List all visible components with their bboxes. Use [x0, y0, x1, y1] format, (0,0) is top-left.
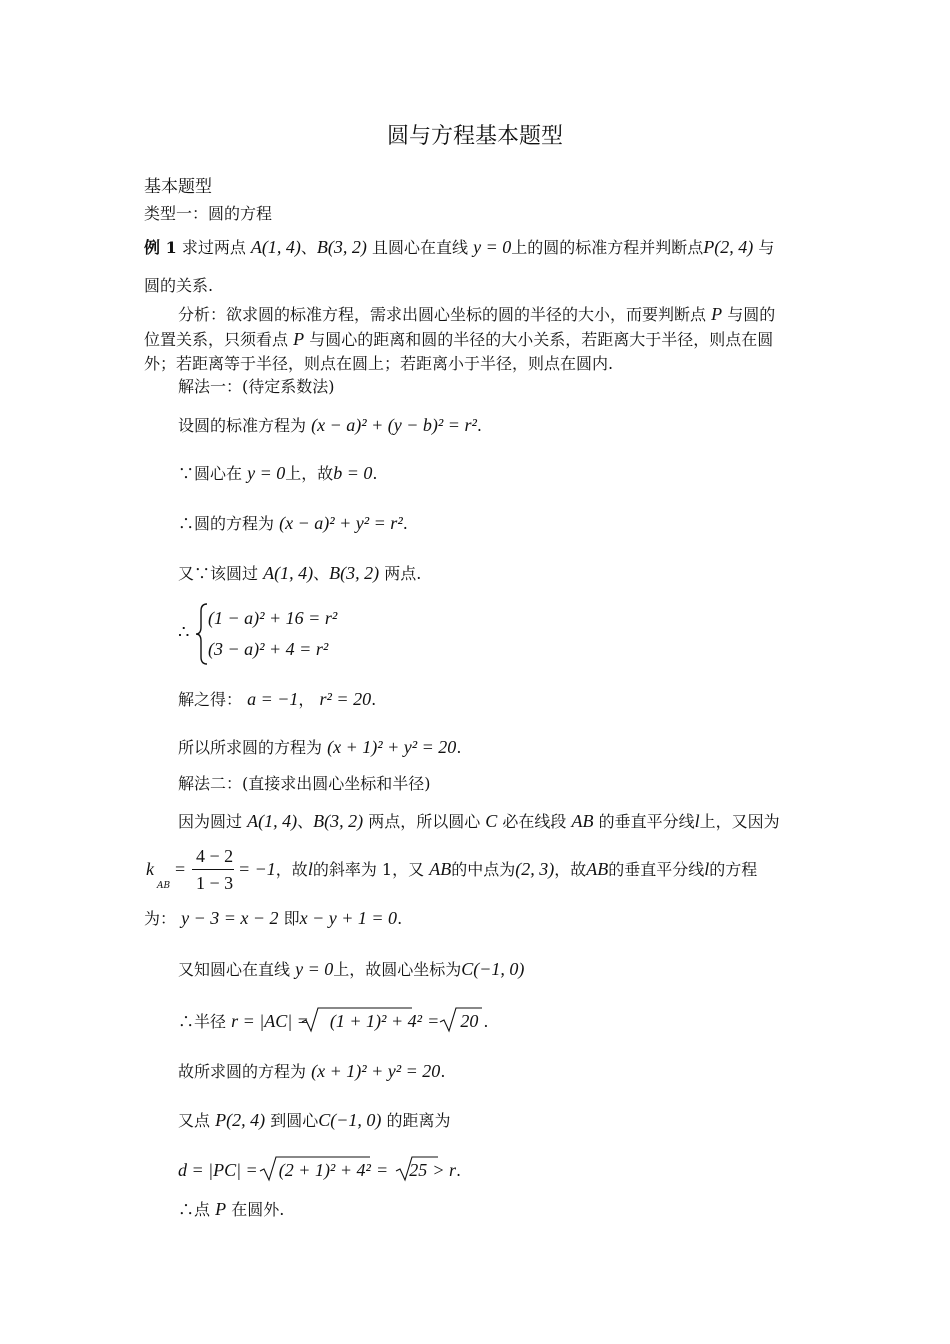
slope-subscript: AB: [157, 881, 171, 891]
system-equation-1: (1 − a)² + 16 = r²: [208, 608, 338, 628]
analysis-line-1: 分析：欲求圆的标准方程，需求出圆心坐标的圆的半径的大小，而要判断点 P 与圆的: [178, 304, 776, 324]
method-2-line-4: 又知圆心在直线 y = 0上，故圆心坐标为C(−1, 0): [178, 959, 525, 979]
radicand-1: (1 + 1)² + 4²: [329, 1011, 422, 1031]
radical-signs-2: [258, 1155, 458, 1183]
method-1-title: 解法一：(待定系数法): [178, 377, 335, 396]
fraction-bar: [192, 869, 234, 870]
page-title: 圆与方程基本题型: [387, 124, 564, 149]
example-label: 例 1: [144, 238, 177, 257]
fraction-denominator: 1 − 3: [196, 873, 234, 893]
method-1-step-2: ∵圆心在 y = 0上，故b = 0.: [178, 463, 378, 483]
method-2-line-7: 又点 P(2, 4) 到圆心C(−1, 0) 的距离为: [178, 1110, 451, 1130]
method-1-step-3: ∴圆的方程为 (x − a)² + y² = r².: [178, 513, 408, 533]
method-2-title: 解法二：(直接求出圆心坐标和半径): [178, 774, 431, 793]
system-equation-2: (3 − a)² + 4 = r²: [208, 639, 329, 659]
method-1-step-6: 所以所求圆的方程为 (x + 1)² + y² = 20.: [178, 737, 462, 757]
method-1-step-5: 解之得： a = −1， r² = 20.: [178, 689, 377, 709]
method-2-conclusion: ∴点 P 在圆外.: [178, 1199, 285, 1219]
method-2-line-6: 故所求圆的方程为 (x + 1)² + y² = 20.: [178, 1061, 446, 1081]
type-heading: 类型一：圆的方程: [144, 204, 273, 223]
fraction-numerator: 4 − 2: [196, 846, 234, 866]
example-1-line-1: 例 1 求过两点 A(1, 4)、B(3, 2) 且圆心在直线 y = 0上的圆的标准方程并判断点P(2, 4) 与: [144, 237, 775, 257]
method-1-step-1: 设圆的标准方程为 (x − a)² + (y − b)² = r².: [178, 415, 482, 435]
slope-symbol: k: [146, 859, 154, 879]
system-therefore: ∴: [178, 622, 190, 643]
radicand-2: 20: [460, 1011, 479, 1031]
analysis-line-3: 外；若距离等于半径，则点在圆上；若距离小于半径，则点在圆内.: [144, 354, 614, 373]
equals-sign: =: [175, 859, 186, 879]
radicand-3: (2 + 1)² + 4²: [278, 1160, 371, 1180]
method-1-step-4: 又∵该圆过 A(1, 4)、B(3, 2) 两点.: [178, 563, 422, 583]
analysis-line-2: 位置关系，只须看点 P 与圆心的距离和圆的半径的大小关系，若距离大于半径，则点在圆: [144, 329, 774, 349]
method-2-line-3: 为： y − 3 = x − 2 即x − y + 1 = 0.: [144, 908, 403, 928]
example-1-line-2: 圆的关系.: [144, 276, 214, 295]
method-2-line-2: = −1，故l的斜率为 1，又 AB的中点为(2, 3)，故AB的垂直平分线l的方程: [238, 859, 758, 879]
method-2-line-8: d = |PC| = (2 + 1)² + 4² = 25 > r.: [178, 1160, 462, 1180]
method-2-line-1: 因为圆过 A(1, 4)、B(3, 2) 两点，所以圆心 C 必在线段 AB 的垂直平分线l上，又因为: [178, 811, 780, 831]
radicand-4: 25: [409, 1160, 428, 1180]
section-heading: 基本题型: [144, 177, 212, 197]
system-brace: [195, 603, 209, 665]
radical-signs-1: [300, 1006, 500, 1034]
method-2-line-5: ∴半径 r = |AC| = (1 + 1)² + 4² = 20 .: [178, 1011, 489, 1031]
